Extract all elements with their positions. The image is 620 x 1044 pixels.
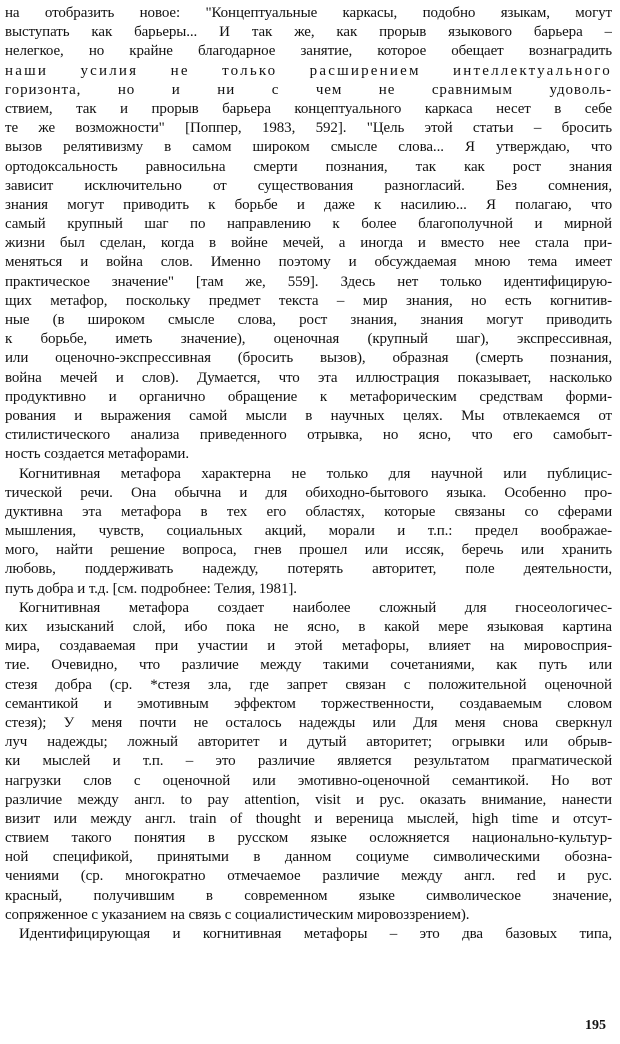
text-line: сопряженное с указанием на связь с социалистическим мировоззрением).: [5, 906, 470, 923]
text-line: рования и выражения самой мысли в научных целях. Мы отвлекаемся от: [5, 407, 612, 424]
text-line: дуктивна эта метафора в тех его областях, которые связаны со сферами: [5, 503, 612, 520]
text-line: мира, создаваемая при участии и этой метафоры, влияет на мировосприя-: [5, 638, 612, 655]
text-line: щих метафор, поскольку предмет текста – мир знания, но есть когнитив-: [5, 292, 612, 309]
text-line: любовь, поддерживать надежду, потерять авторитет, поле деятельности,: [5, 561, 612, 578]
text-line: стезя); У меня почти не осталось надежды или Для меня снова сверкнул: [5, 714, 612, 731]
text-line: вызов релятивизму в самом широком смысле слова... Я утверждаю, что: [5, 139, 612, 156]
text-line: самый крупный шаг по направлению к более благополучной и мирной: [5, 216, 612, 233]
text-line: ствием такого понятия в русском языке осложняется национально-культур-: [5, 830, 612, 847]
text-line: или оценочно-экспрессивная (бросить вызов), образная (смерть познания,: [5, 350, 612, 367]
text-line: жизни был сделан, когда в войне мечей, а иногда и вместо нее стала при-: [5, 235, 612, 252]
page-number: 195: [585, 1018, 606, 1033]
text-line: ортодоксальность равносильна смерти познания, так как рост знания: [5, 158, 612, 175]
text-line: Когнитивная метафора создает наиболее сложный для гносеологичес-: [19, 599, 612, 616]
text-line: на отобразить новое: "Концептуальные каркасы, подобно языкам, могут: [5, 5, 612, 21]
text-line: нелегкое, но крайне благодарное занятие, которое обещает вознаградить: [5, 43, 612, 60]
text-line: ные (в широком смысле слова, рост знания, знания могут приводить: [5, 312, 612, 328]
text-line: семантикой и эмотивным эффектом торжественности, создаваемым словом: [5, 695, 612, 712]
text-line: Когнитивная метафора характерна не только для научной или публицис-: [19, 465, 612, 482]
text-line: тической речи. Она обычна и для обиходно-бытового языка. Особенно про-: [5, 484, 612, 501]
text-line: путь добра и т.д. [см. подробнее: Телия, 1981].: [5, 580, 297, 597]
text-line: продуктивно и органично обращение к метафорическим средствам форми-: [5, 388, 612, 405]
text-line: к борьбе, иметь значение), оценочная (крупный шаг), экспрессивная,: [5, 331, 612, 348]
text-line: зависит исключительно от существования разногласий. Без сомнения,: [5, 177, 612, 194]
text-line: мышления, чувств, социальных акций, морали и т.п.: предел воображае-: [5, 523, 612, 540]
paragraph-3: [5, 599, 612, 925]
text-line: нагрузки слов с оценочной или эмотивно-оценочной семантикой. Но вот: [5, 772, 612, 789]
text-line: ность создается метафорами.: [5, 446, 190, 463]
text-line: ствием, так и прорыв барьера концептуального каркаса несет в себе: [5, 100, 612, 117]
text-line: ной спецификой, принятыми в данном социуме символическими обозна-: [5, 849, 612, 866]
text-line: практическое значение" [там же, 559]. Здесь нет только идентифицирую-: [5, 273, 612, 290]
text-line: луч надежды; ложный авторитет и дутый авторитет; огрывки или обрыв-: [5, 734, 612, 751]
text-line: ких изысканий слой, ибо пока не ясно, в какой мере языковая картина: [5, 619, 612, 635]
text-line: знания могут приводить к борьбе и даже к насилию... Я полагаю, что: [5, 196, 612, 213]
text-line: мого, найти решение вопроса, гнев прошел или иссяк, беречь или хранить: [5, 542, 612, 559]
text-line: чениями (ср. многократно отмечаемое различие между англ. red и рус.: [5, 868, 612, 885]
text-line: различие между англ. to pay attention, visit и рус. оказать внимание, нанести: [5, 791, 612, 808]
text-line: те же возможности" [Поппер, 1983, 592]. "Цель этой статьи – бросить: [5, 120, 612, 137]
text-line: выступать как барьеры... И так же, как прорыв языкового барьера –: [5, 24, 612, 41]
paragraph-1: [5, 4, 612, 465]
text-line: война мечей и слов). Думается, что эта иллюстрация показывает, насколько: [5, 369, 612, 386]
text-line: ки мыслей и т.п. – это различие является результатом прагматической: [5, 753, 612, 770]
text-line: визит или между англ. train of thought и вереница мыслей, high time и отсут-: [5, 810, 612, 827]
text-line: тие. Очевидно, что различие между такими сочетаниями, как путь или: [5, 657, 612, 674]
text-line: наши усилия не только расширением интеллектуального: [5, 62, 612, 79]
text-line: красный, получившим в современном языке символическое значение,: [5, 887, 612, 904]
text-line: стезя добра (ср. *стезя зла, где запрет связан с положительной оценочной: [5, 676, 612, 693]
paragraph-4: [5, 925, 612, 944]
paragraph-2: [5, 465, 612, 599]
text-line: стилистического анализа приведенного отрывка, но ясно, что его самобыт-: [5, 427, 612, 444]
text-line: горизонта, но и ни с чем не сравнимым удоволь-: [5, 81, 612, 98]
text-line: меняться и война слов. Именно поэтому и обсуждаемая мною тема имеет: [5, 254, 612, 271]
text-line: Идентифицирующая и когнитивная метафоры – это два базовых типа,: [19, 926, 612, 942]
